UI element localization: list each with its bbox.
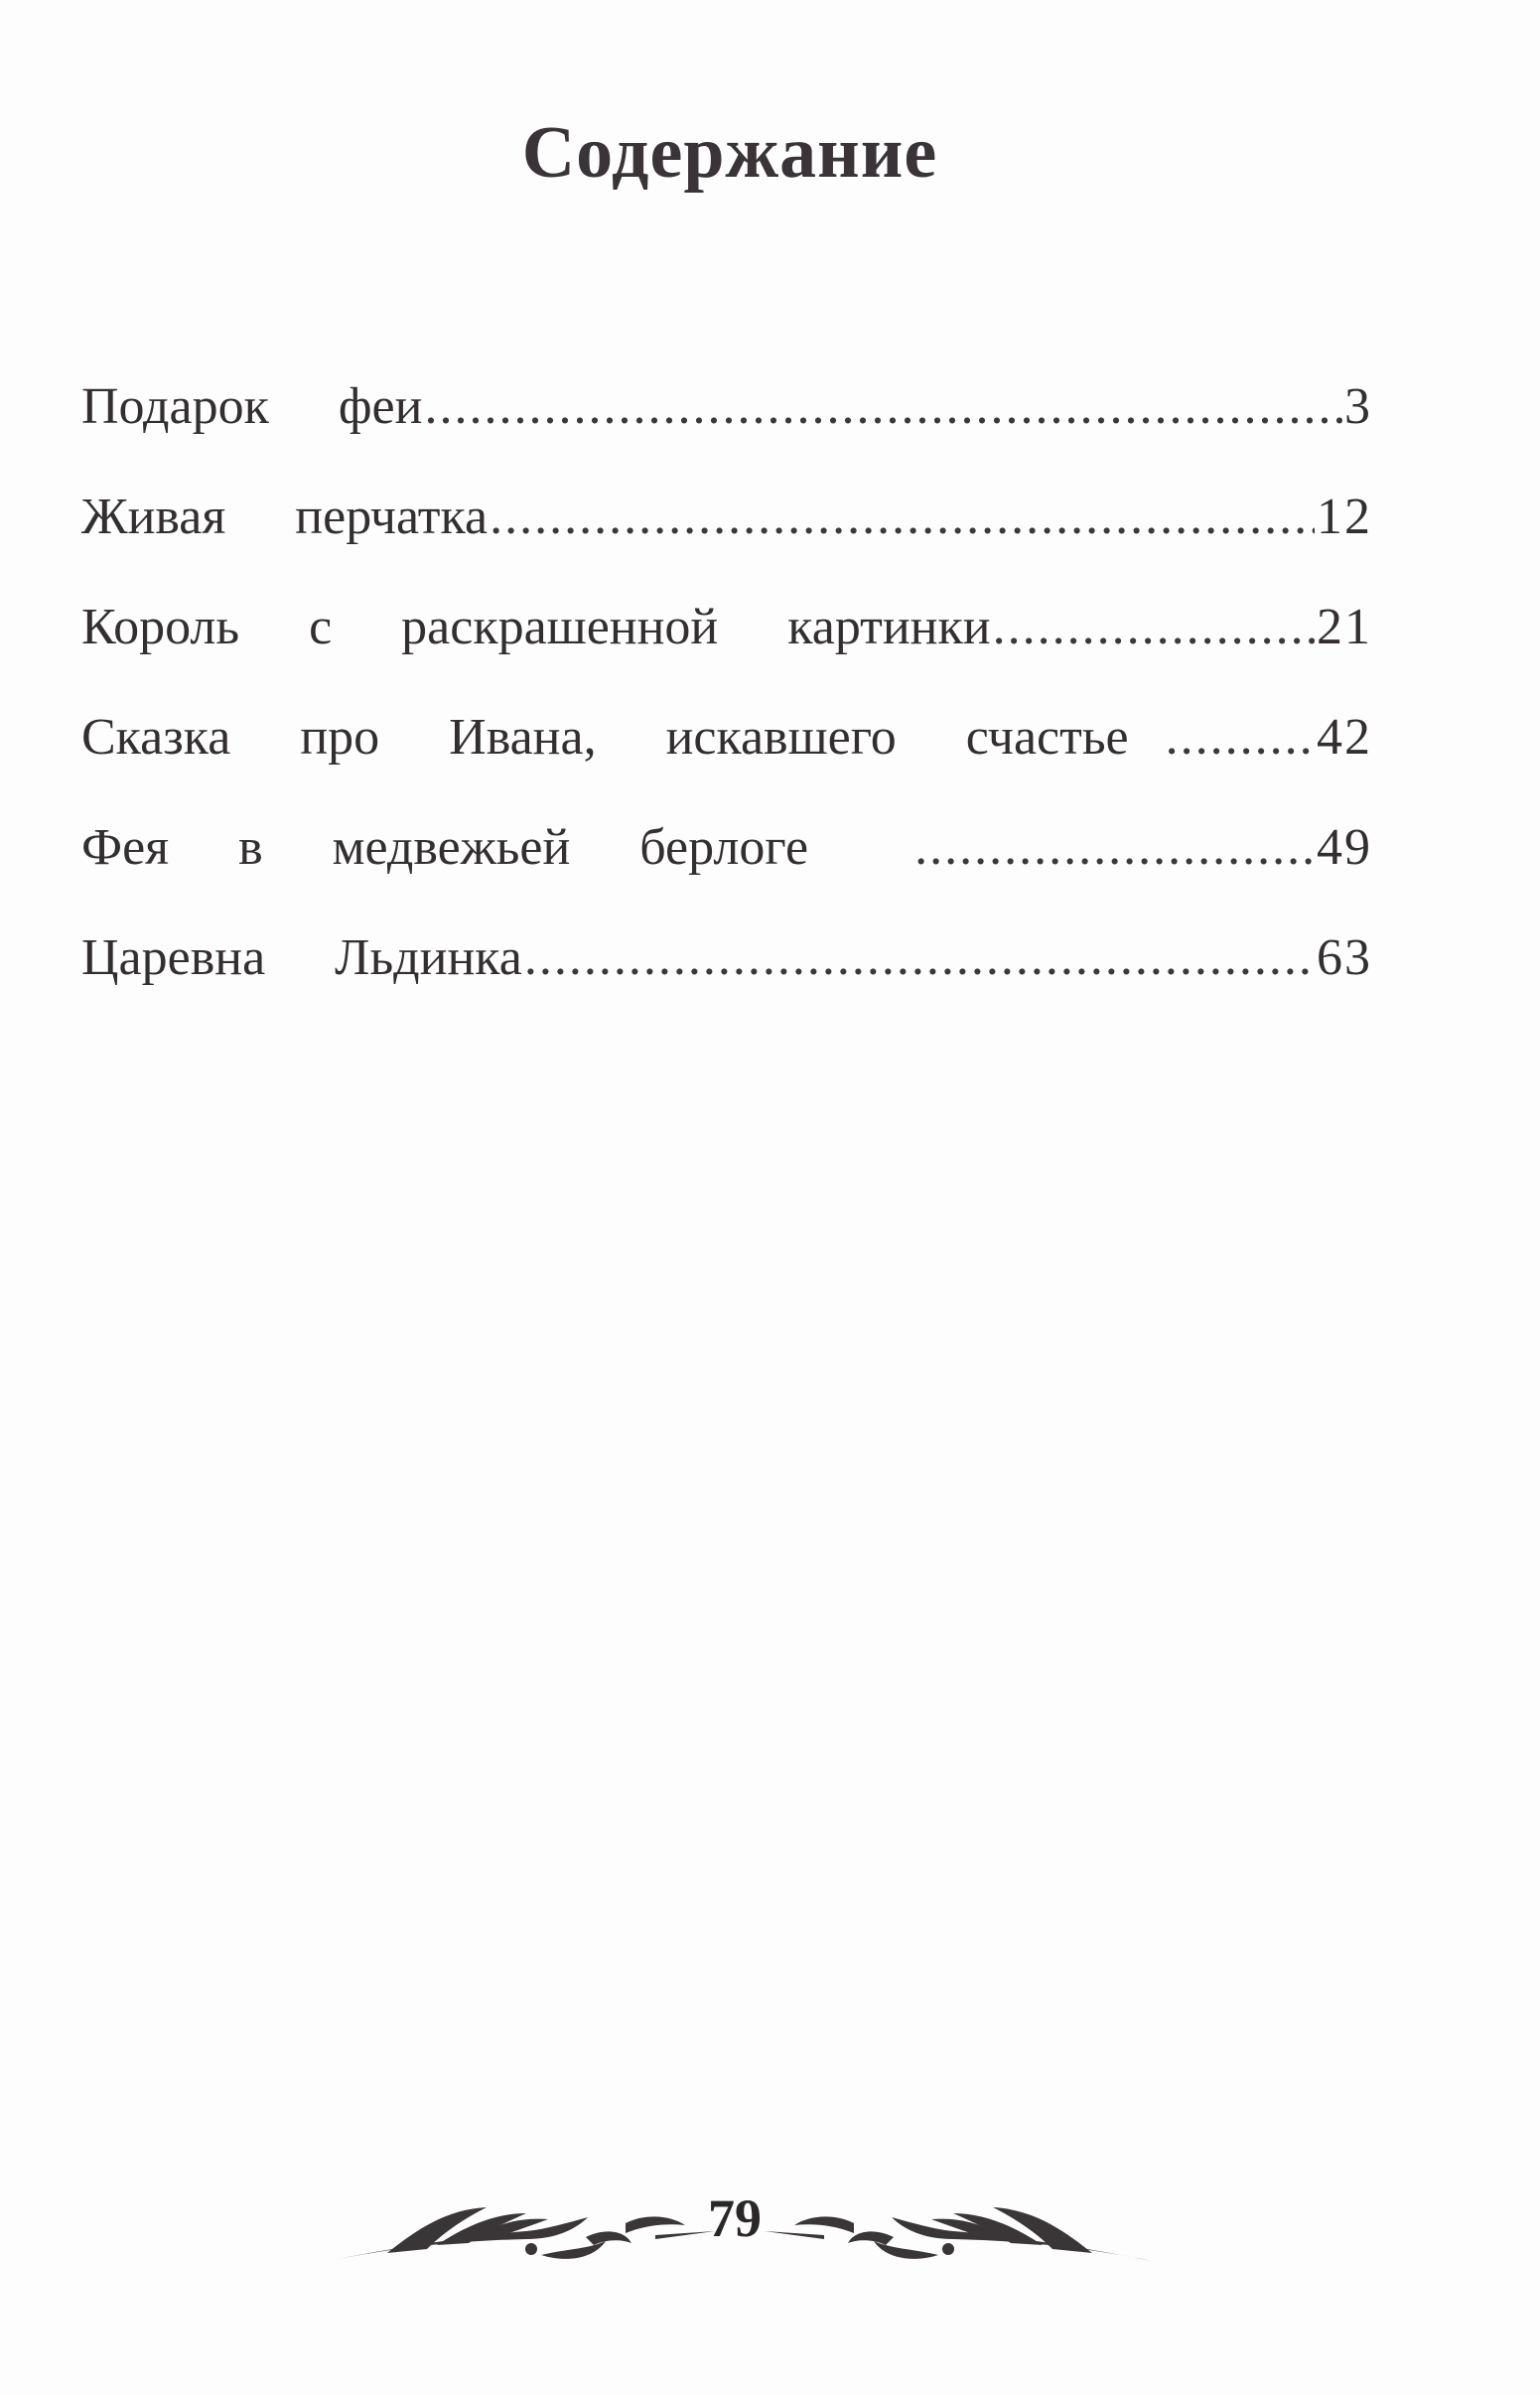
toc-entry-title: Царевна Льдинка — [81, 929, 522, 986]
dot-leader — [1166, 708, 1315, 768]
toc-entry — [81, 928, 1372, 1039]
page-title: Содержание — [521, 112, 938, 194]
toc-entry — [81, 818, 1372, 928]
page-number: 79 — [708, 2188, 762, 2248]
dot-leader — [524, 928, 1315, 988]
table-of-contents — [81, 377, 1372, 1039]
toc-entry-page: 42 — [1317, 709, 1372, 766]
toc-entry-title: Фея в медвежьей берлоге — [81, 819, 913, 876]
toc-entry-title: Король с раскрашенной картинки — [81, 599, 991, 655]
toc-entry-page: 21 — [1317, 599, 1372, 655]
toc-entry-page: 63 — [1317, 929, 1372, 986]
toc-entry-page: 12 — [1317, 489, 1372, 545]
dot-leader — [424, 377, 1342, 437]
toc-entry — [81, 377, 1372, 488]
toc-entry-page: 49 — [1317, 819, 1372, 876]
toc-entry — [81, 708, 1372, 818]
dot-leader — [490, 488, 1315, 547]
dot-leader — [993, 598, 1315, 657]
toc-entry-title: Живая перчатка — [81, 489, 489, 545]
toc-entry — [81, 598, 1372, 708]
toc-entry-title: Сказка про Ивана, искавшего счастье — [81, 709, 1164, 766]
toc-entry — [81, 488, 1372, 598]
dot-leader — [914, 818, 1315, 878]
toc-entry-page: 3 — [1344, 378, 1372, 435]
toc-entry-title: Подарок феи — [81, 378, 423, 435]
